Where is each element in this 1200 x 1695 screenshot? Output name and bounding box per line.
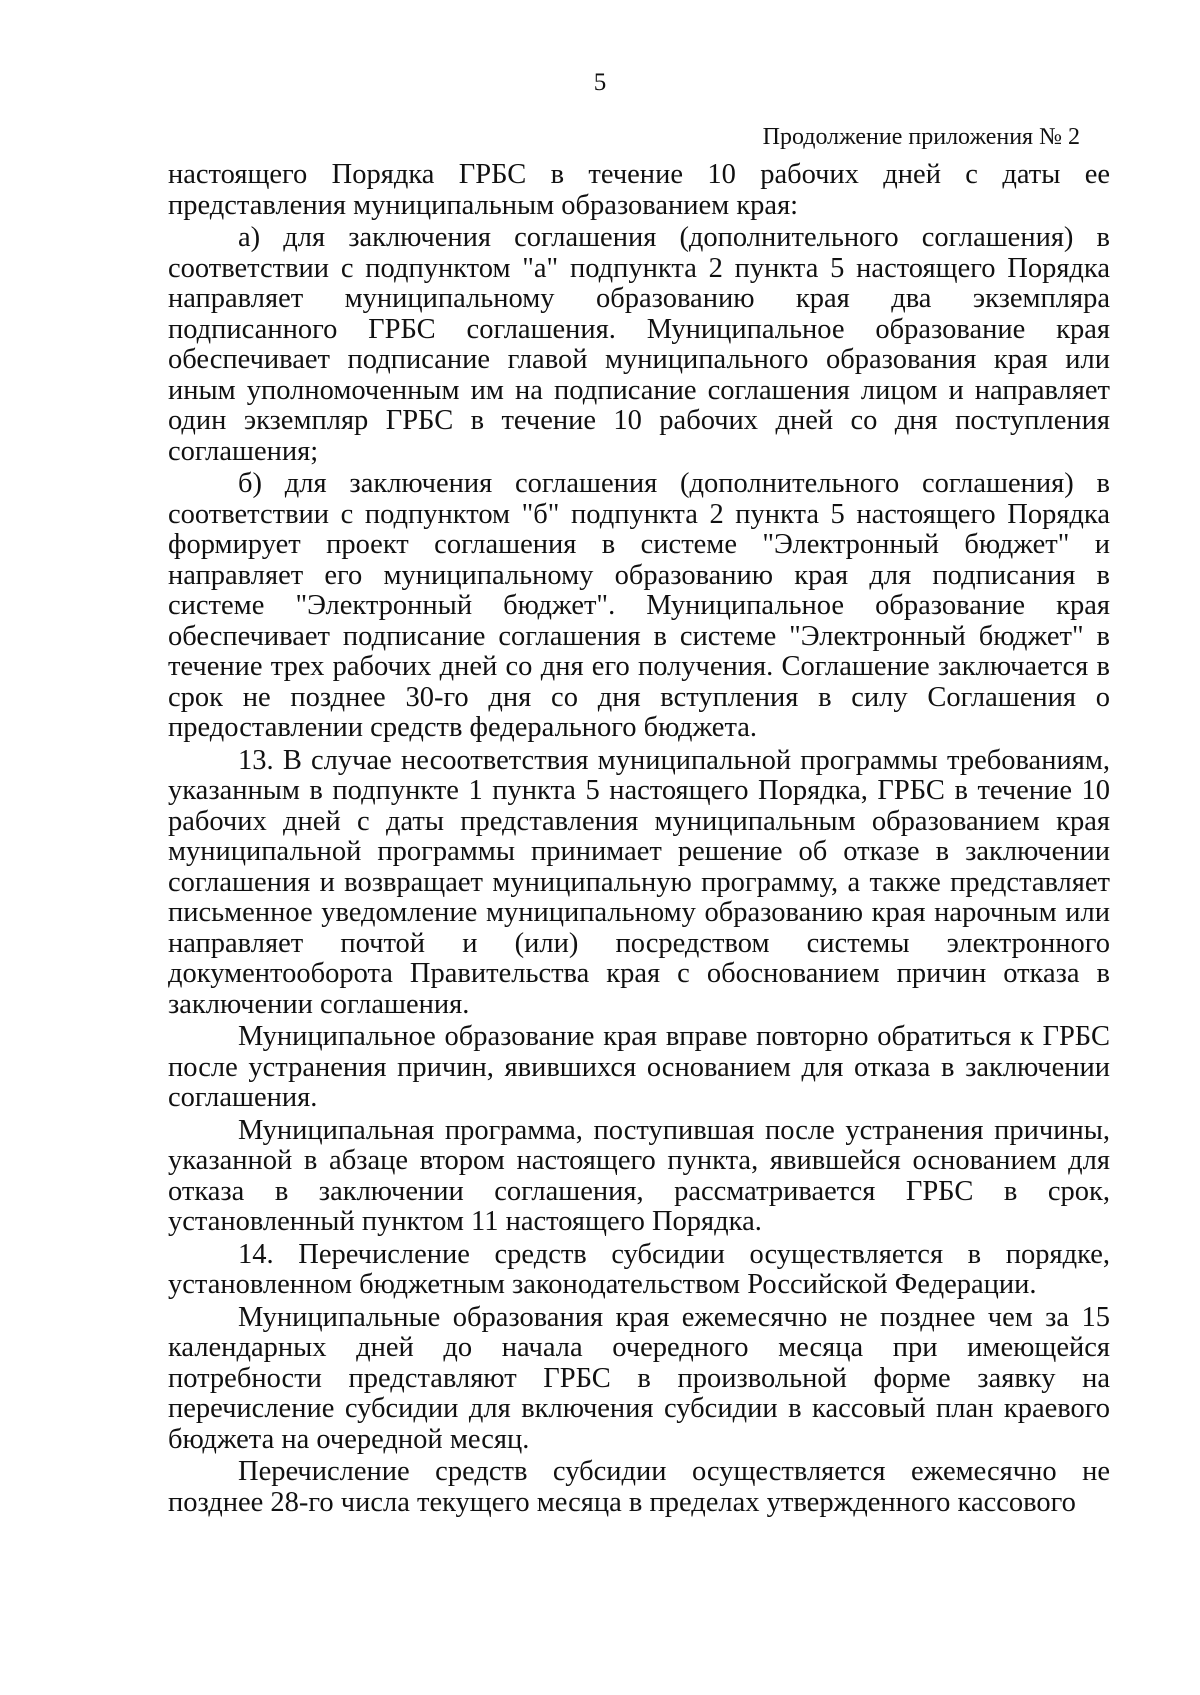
paragraph: 14. Перечисление средств субсидии осуществляется в порядке, установленном бюджетным законодательством Российской Федерации.: [168, 1238, 1110, 1300]
paragraph: Муниципальные образования края ежемесячно не позднее чем за 15 календарных дней до начала очередного месяца при имеющейся потребности представляют ГРБС в произвольной форме заявку на перечисление субсидии для включения субсидии в кассовый план краевого бюджета на очередной месяц.: [168, 1301, 1110, 1455]
paragraph: Перечисление средств субсидии осуществляется ежемесячно не позднее 28-го числа текущего месяца в пределах утвержденного кассового: [168, 1456, 1110, 1518]
paragraph: б) для заключения соглашения (дополнительного соглашения) в соответствии с подпунктом "б" подпункта 2 пункта 5 настоящего Порядка формирует проект соглашения в системе "Электронный бюджет" и направляет его муниципальному образованию края для подписания в системе "Электронный бюджет". Муниципальное образование края обеспечивает подписание соглашения в системе "Электронный бюджет" в течение трех рабочих дней со дня его получения. Соглашение заключается в срок не позднее 30-го дня со дня вступления в силу Соглашения о предоставлении средств федерального бюджета.: [168, 468, 1110, 743]
page-number: 5: [593, 69, 607, 96]
paragraph: 13. В случае несоответствия муниципальной программы требованиям, указанным в подпункте 1 пункта 5 настоящего Порядка, ГРБС в течение 10 рабочих дней с даты представления муниципальным образованием края муниципальной программы принимает решение об отказе в заключении соглашения и возвращает муниципальную программу, а также представляет письменное уведомление муниципальному образованию края нарочным или направляет почтой и (или) посредством системы электронного документооборота Правительства края с обоснованием причин отказа в заключении соглашения.: [168, 744, 1110, 1020]
document-body: [168, 160, 1110, 1518]
paragraph: Муниципальная программа, поступившая после устранения причины, указанной в абзаце втором настоящего пункта, явившейся основанием для отказа в заключении соглашения, рассматривается ГРБС в срок, установленный пунктом 11 настоящего Порядка.: [168, 1114, 1110, 1237]
appendix-continuation-note: Продолжение приложения № 2: [762, 124, 1080, 150]
paragraph: а) для заключения соглашения (дополнительного соглашения) в соответствии с подпунктом "а" подпункта 2 пункта 5 настоящего Порядка направляет муниципальному образованию края два экземпляра подписанного ГРБС соглашения. Муниципальное образование края обеспечивает подписание главой муниципального образования края или иным уполномоченным им на подписание соглашения лицом и направляет один экземпляр ГРБС в течение 10 рабочих дней со дня поступления соглашения;: [168, 222, 1110, 467]
paragraph: Муниципальное образование края вправе повторно обратиться к ГРБС после устранения причин, явившихся основанием для отказа в заключении соглашения.: [168, 1021, 1110, 1113]
paragraph: настоящего Порядка ГРБС в течение 10 рабочих дней с даты ее представления муниципальным образованием края:: [168, 159, 1110, 221]
